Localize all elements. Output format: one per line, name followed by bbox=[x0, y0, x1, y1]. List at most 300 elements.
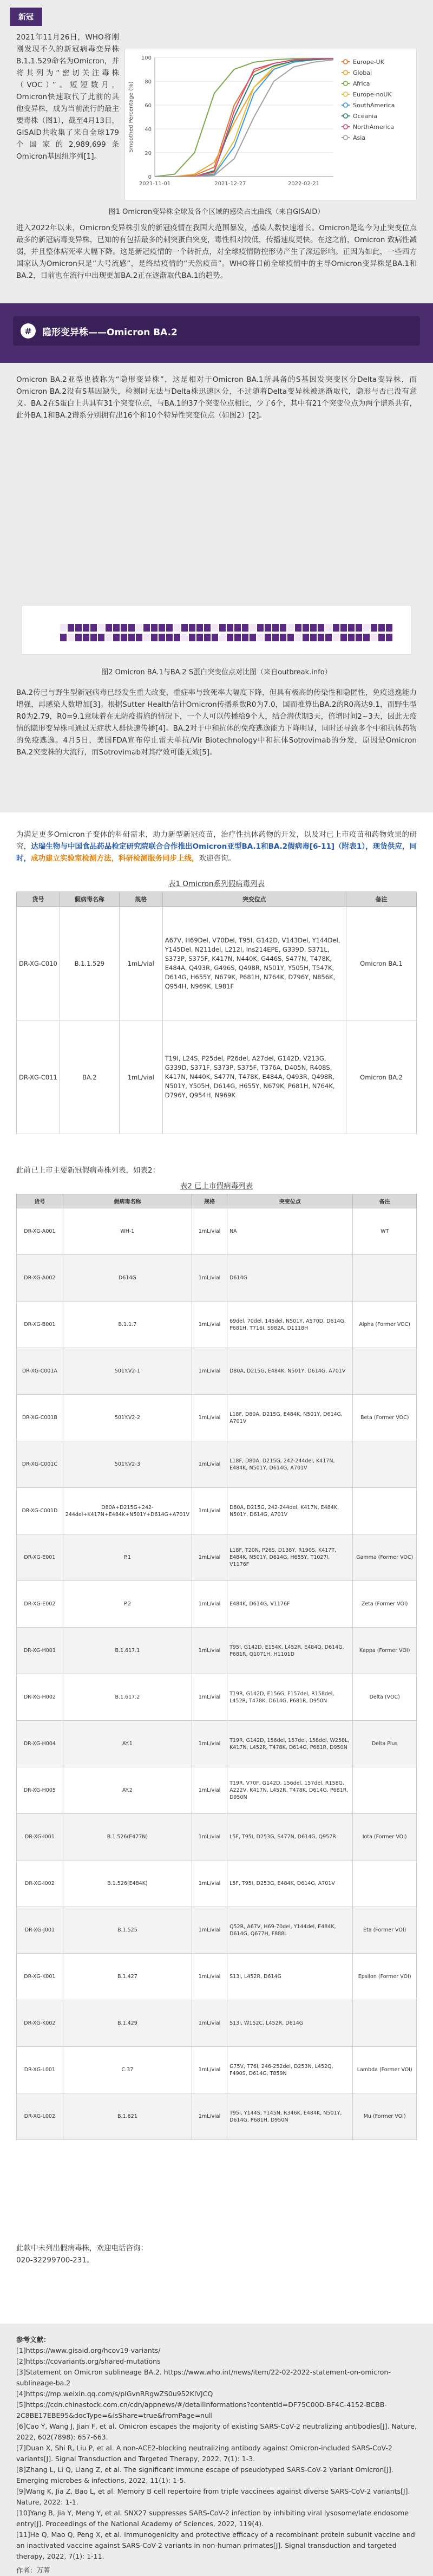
mutation-cell-mark bbox=[189, 624, 195, 632]
mutation-cell-mark bbox=[303, 624, 309, 632]
mutation-cell-mark bbox=[318, 624, 324, 632]
sku-cell: DR-XG-A001 bbox=[17, 1208, 63, 1255]
reference-item: [10]Yang B, Jia Y, Meng Y, et al. SNX27 suppresses SARS-CoV-2 infection by inhibiting viral lysosome/late endosome entry[J]. Proceedings of the National Academy of Sciences, 2022, 119(4). bbox=[16, 2509, 409, 2528]
mutation-cell-mark bbox=[219, 634, 226, 641]
table-row bbox=[17, 1954, 417, 2000]
series-line bbox=[155, 60, 333, 177]
references bbox=[16, 2334, 417, 2576]
mutation-cell-mark bbox=[128, 624, 135, 632]
mutation-cell-mark bbox=[181, 634, 188, 641]
note-cell: Epsilon (Former VOI) bbox=[353, 1954, 417, 2000]
mutation-cell-mark bbox=[204, 624, 211, 632]
mutation-cell-mark bbox=[75, 624, 82, 632]
sku-cell: DR-XG-H004 bbox=[17, 1721, 63, 1767]
note-cell bbox=[353, 1441, 417, 1488]
mutation-cell-mark bbox=[60, 624, 67, 632]
note-cell bbox=[353, 1488, 417, 1534]
mutation-cell: L5F, T95I, D253G, S477N, D614G, Q957R bbox=[227, 1814, 353, 1861]
table-row bbox=[17, 1907, 417, 1954]
mutation-cell-mark bbox=[128, 634, 135, 641]
mutation-cell: L18F, T20N, P26S, D138Y, R190S, K417T, E484K, N501Y, D614G, H655Y, T1027I, V1176F bbox=[227, 1534, 353, 1581]
mutation-cell-mark bbox=[113, 634, 120, 641]
spec-cell: 1mL/vial bbox=[192, 1395, 227, 1441]
mutation-cell: S13I, L452R, D614G bbox=[227, 1954, 353, 2000]
name-cell: B.1.621 bbox=[63, 2093, 192, 2140]
mutation-cell-mark bbox=[143, 624, 150, 632]
legend-marker bbox=[344, 92, 348, 96]
reference-item: [8]Zhang L, Li Q, Liang Z, et al. The significant immune escape of pseudotyped SARS-CoV-2 Variant Omicron[J]. Emerging microbes & infections, 2022, 11(1): 1-5. bbox=[16, 2466, 393, 2484]
table1-header: 假病毒名称 bbox=[60, 892, 119, 907]
table1 bbox=[16, 892, 417, 1134]
legend-entry: SouthAmerica bbox=[353, 102, 395, 109]
legend-marker bbox=[344, 135, 348, 140]
mutation-cell: T19R, V70F, G142D, 156del, 157del, R158G, A222V, K417N, L452R, T478K, D614G, P681R, D950N bbox=[227, 1767, 353, 1814]
sku-cell: DR-XG-H001 bbox=[17, 1628, 63, 1674]
table1-header: 突变位点 bbox=[162, 892, 346, 907]
intro-paragraph: 2021年11月26日，WHO将刚刚发现不久的新冠病毒变异株B.1.1.529命名为Omicron，并将其列为“密切关注毒株（VOC）”。短短数月，Omicron快速取代了此前的其他变异株，成为当前流行的最主要毒株（图1），截至4月13日，GISAID共收集了来自全球179个国家的2,989,699条Omicron基因组序列[1]。 bbox=[16, 33, 119, 161]
spec-cell: 1mL/vial bbox=[192, 1861, 227, 1907]
table-row bbox=[17, 1534, 417, 1581]
sku-cell: DR-XG-H002 bbox=[17, 1674, 63, 1721]
mutation-cell-mark bbox=[378, 624, 385, 632]
name-cell: B.1.429 bbox=[63, 2000, 192, 2047]
series-line bbox=[155, 58, 333, 177]
reference-item: [2]https://covariants.org/shared-mutations bbox=[16, 2357, 161, 2365]
sku-cell: DR-XG-E001 bbox=[17, 1534, 63, 1581]
mutation-cell-mark bbox=[325, 634, 332, 641]
mutation-cell-mark bbox=[295, 634, 301, 641]
mutation-cell-mark bbox=[227, 624, 233, 632]
mutation-cell-mark bbox=[287, 634, 294, 641]
sku-cell: DR-XG-E002 bbox=[17, 1581, 63, 1628]
legend-marker bbox=[344, 70, 348, 75]
table-row bbox=[17, 2093, 417, 2140]
x-tick-label: 2022-02-21 bbox=[287, 181, 320, 187]
name-cell: WH-1 bbox=[63, 1208, 192, 1255]
mutation-cell-mark bbox=[333, 634, 339, 641]
mutation-cell: NA bbox=[227, 1208, 353, 1255]
spec-cell: 1mL/vial bbox=[192, 1721, 227, 1767]
hash-icon: # bbox=[21, 323, 36, 339]
note-cell bbox=[353, 2000, 417, 2047]
mutation-cell-mark bbox=[257, 634, 264, 641]
table1-header-row bbox=[17, 892, 417, 907]
table1-header: 规格 bbox=[119, 892, 162, 907]
mutation-cell-mark bbox=[106, 624, 112, 632]
mutation-cell-mark bbox=[250, 624, 256, 632]
reference-item: [7]Duan X, Shi R, Liu P, et al. A non-ACE2-blocking neutralizing antibody against Omicron-included SARS-CoV-2 variants[J]. Signal Transduction and Targeted Therapy, 2022, 7(1): 1-3. bbox=[16, 2444, 392, 2463]
spec-cell: 1mL/vial bbox=[192, 1534, 227, 1581]
reference-list bbox=[16, 2345, 417, 2562]
mutation-cell-mark bbox=[106, 634, 112, 641]
spec-cell: 1mL/vial bbox=[192, 1814, 227, 1861]
mutation-cell-mark bbox=[83, 624, 89, 632]
table-row bbox=[17, 1348, 417, 1395]
note-cell bbox=[353, 1348, 417, 1395]
table-row bbox=[17, 1767, 417, 1814]
name-cell: AY.2 bbox=[63, 1767, 192, 1814]
product-intro: 为满足更多Omicron子变体的科研需求，助力新型新冠疫苗，治疗性抗体药物的开发，以及对已上市疫苗和药物效果的研究，达瑞生物与中国食品药品检定研究院联合合作推出Omicron亚型BA.1和BA.2假病毒[6-11]（附表1），现货供应，同时，成功建立实验室检测方法，科研检测服务同步上线，欢迎咨询。 bbox=[16, 830, 417, 863]
mutation-cell-mark bbox=[386, 624, 392, 632]
note-cell: Gamma (Former VOC) bbox=[353, 1534, 417, 1581]
section2-para1: Omicron BA.2亚型也被称为“隐形变异株”，这是相对于Omicron BA.1所具备的S基因发突变区分Delta变异株，而Omicron BA.2没有S基因缺失，检测时无法与Delta株迅速区分，不过随着Delta变异株被逐渐取代，隐形与否已没有意义。BA.2在S蛋白上共具有31个突变位点，与BA.1的37个突变位点相比，少了6个，其中有21个突变位点为两个谱系共有，此外BA.1和BA.2谱系分别拥有出16个和10个特异性突变位点（如图2）[2]。 bbox=[16, 375, 417, 420]
spec-cell: 1mL/vial bbox=[192, 1302, 227, 1348]
mutation-cell-mark bbox=[257, 624, 264, 632]
spec-cell: 1mL/vial bbox=[192, 2000, 227, 2047]
mutation-cell-mark bbox=[340, 624, 347, 632]
legend-marker bbox=[344, 125, 348, 129]
y-axis-label: Smoothed Percentage (%) bbox=[128, 81, 134, 153]
spec-cell: 1mL/vial bbox=[192, 2047, 227, 2093]
table2-title: 表2 已上市假病毒列表 bbox=[180, 1182, 253, 1191]
mutation-cell-mark bbox=[265, 624, 271, 632]
name-cell: B.1.525 bbox=[63, 1907, 192, 1954]
name-cell: 501Y.V2-2 bbox=[63, 1395, 192, 1441]
sku-cell: DR-XG-K001 bbox=[17, 1954, 63, 2000]
series-line bbox=[155, 58, 333, 177]
sku-cell: DR-XG-C001D bbox=[17, 1488, 63, 1534]
mutation-cell-mark bbox=[212, 634, 218, 641]
name-cell: B.1.1.529 bbox=[60, 907, 119, 1020]
mutation-cell-mark bbox=[280, 624, 286, 632]
section2-para2: BA.2传已与野生型新冠病毒已经发生重大改变，重症率与致死率大幅度下降，但具有极高的传染性和隐匿性，免疫逃逸能力增强，再感染人数增加[3]。根据Sutter Health估计Omicron传播系数R0为7.0，国而推算出BA.2的R0高达9.1，而野生型R0为2.79，R0=9.1意味着在无防疫措施的情况下，一个人可以传播给9个人，结合潜伏期3天，倍增时间2~3天，因此无疫情的隐形变异株可通过无症状人群快速传播[4]。BA.2对于中和抗体的免疫逃逸能力下降明显，同时还导致多个中和抗体药物的免疫逃逸。4月5日，美国FDA宣布停止雷夫单抗/Vir Biotechnology中和抗体Sotrovimab的分发，原因是Omicron BA.2突变株的大流行，而Sotrovimab对其疗效可能无效[5]。 bbox=[16, 688, 417, 757]
reference-item: [4]https://mp.weixin.qq.com/s/pIGvnRRgwZS0u952KIVJCQ bbox=[16, 2390, 213, 2398]
note-cell: Omicron BA.2 bbox=[346, 1020, 417, 1134]
mutation-cell-mark bbox=[272, 634, 279, 641]
mutation-cell: D614G bbox=[227, 1255, 353, 1302]
mutation-cell-mark bbox=[75, 634, 82, 641]
name-cell: 501Y.V2-1 bbox=[63, 1348, 192, 1395]
note-cell: Delta Plus bbox=[353, 1721, 417, 1767]
table-row bbox=[17, 1020, 417, 1134]
mutation-cell-mark bbox=[98, 624, 104, 632]
sku-cell: DR-XG-B001 bbox=[17, 1302, 63, 1348]
mutation-cell-mark bbox=[340, 634, 347, 641]
y-tick-label: 40 bbox=[145, 127, 152, 133]
mutation-cell-mark bbox=[166, 634, 173, 641]
mutation-cell-mark bbox=[189, 634, 195, 641]
y-tick-label: 20 bbox=[145, 151, 152, 157]
section-tag: 新冠 bbox=[10, 8, 42, 26]
mutation-grid bbox=[22, 606, 412, 655]
note-cell: Kappa (Former VOI) bbox=[353, 1628, 417, 1674]
table-row bbox=[17, 1302, 417, 1348]
legend-entry: Africa bbox=[353, 80, 370, 87]
mutation-cell-mark bbox=[159, 634, 165, 641]
spec-cell: 1mL/vial bbox=[192, 1674, 227, 1721]
mutation-cell: T19I, L24S, P25del, P26del, A27del, G142D, V213G, G339D, S371F, S373P, S375F, T376A, D405N, R408S, K417N, N440K, S477N, T478K, E484A, Q493R, Q498R, N501Y, Y505H, D614G, H655Y, N679K, P681H, N764K, D796Y, Q954H, N969K bbox=[162, 1020, 346, 1134]
mutation-cell: 69del, 70del, 145del, N501Y, A570D, D614G, P681H, T716I, S982A, D1118H bbox=[227, 1302, 353, 1348]
mutation-cell: G75V, T76I, 246-252del, D253N, L452Q, F490S, D614G, T859N bbox=[227, 2047, 353, 2093]
sku-cell: DR-XG-J001 bbox=[17, 1907, 63, 1954]
series-line bbox=[155, 58, 333, 177]
mutation-cell-mark bbox=[287, 624, 294, 632]
sku-cell: DR-XG-K002 bbox=[17, 2000, 63, 2047]
mutation-cell: E484K, D614G, V1176F bbox=[227, 1581, 353, 1628]
mutation-cell-mark bbox=[136, 624, 142, 632]
mutation-cell: T95I, Y144S, Y145N, R346K, E484K, N501Y, D614G, P681H, D950N bbox=[227, 2093, 353, 2140]
sku-cell: DR-XG-L001 bbox=[17, 2047, 63, 2093]
name-cell: P.1 bbox=[63, 1534, 192, 1581]
mutation-cell-mark bbox=[265, 634, 271, 641]
sku-cell: DR-XG-A002 bbox=[17, 1255, 63, 1302]
spec-cell: 1mL/vial bbox=[192, 1348, 227, 1395]
spec-cell: 1mL/vial bbox=[192, 1255, 227, 1302]
mutation-cell: T19R, G142D, 156del, 157del, 158del, W258L, K417N, L452R, T478K, D614G, P681R, D950N bbox=[227, 1721, 353, 1767]
sku-cell: DR-XG-H005 bbox=[17, 1767, 63, 1814]
x-tick-label: 2021-11-01 bbox=[139, 181, 171, 187]
table2-header: 备注 bbox=[353, 1194, 417, 1208]
mutation-cell-mark bbox=[272, 624, 279, 632]
omicron-share-chart bbox=[124, 49, 417, 200]
table-row bbox=[17, 1255, 417, 1302]
name-cell: AY.1 bbox=[63, 1721, 192, 1767]
note-cell bbox=[353, 1767, 417, 1814]
mutation-cell-mark bbox=[143, 634, 150, 641]
spec-cell: 1mL/vial bbox=[192, 2093, 227, 2140]
series-line bbox=[155, 58, 333, 177]
sku-cell: DR-XG-I002 bbox=[17, 1861, 63, 1907]
chart-svg bbox=[125, 49, 417, 201]
name-cell: B.1.526(E477N) bbox=[63, 1814, 192, 1861]
mutation-cell-mark bbox=[378, 634, 385, 641]
mutation-cell-mark bbox=[121, 634, 127, 641]
mutation-cell-mark bbox=[356, 634, 362, 641]
mutation-cell: T19R, G142D, E156G, F157del, R158del, L452R, T478K, D614G, P681R, D950N bbox=[227, 1674, 353, 1721]
figure2-caption: 图2 Omicron BA.1与BA.2 S蛋白突变位点对比图（来自outbreak.info） bbox=[101, 668, 332, 676]
table-row bbox=[17, 1814, 417, 1861]
spec-cell: 1mL/vial bbox=[192, 1628, 227, 1674]
table1-title: 表1 Omicron系列假病毒列表 bbox=[168, 880, 265, 888]
mutation-cell-mark bbox=[181, 624, 188, 632]
note-cell: Iota (Former VOI) bbox=[353, 1814, 417, 1861]
mutation-cell-mark bbox=[212, 624, 218, 632]
mutation-cell: D80A, D215G, E484K, N501Y, D614G, A701V bbox=[227, 1348, 353, 1395]
sku-cell: DR-XG-L002 bbox=[17, 2093, 63, 2140]
mutation-cell-mark bbox=[90, 634, 97, 641]
table-row bbox=[17, 1721, 417, 1767]
sku-cell: DR-XG-C001A bbox=[17, 1348, 63, 1395]
mutation-cell-mark bbox=[325, 624, 332, 632]
mutation-cell: S13I, W152C, L452R, D614G bbox=[227, 2000, 353, 2047]
mutation-cell-mark bbox=[121, 624, 127, 632]
mutation-cell-mark bbox=[151, 634, 158, 641]
mutation-cell-mark bbox=[151, 624, 158, 632]
mutation-cell-mark bbox=[371, 624, 377, 632]
mutation-cell-mark bbox=[204, 634, 211, 641]
reference-item: [1]https://www.gisaid.org/hcov19-variants/ bbox=[16, 2346, 161, 2354]
table-row bbox=[17, 1674, 417, 1721]
spec-cell: 1mL/vial bbox=[192, 1907, 227, 1954]
legend-entry: Asia bbox=[353, 134, 366, 141]
mutation-cell-mark bbox=[242, 634, 248, 641]
table-row bbox=[17, 907, 417, 1020]
mutation-cell: Q52R, A67V, H69-70del, Y144del, E484K, D614G, Q677H, F888L bbox=[227, 1907, 353, 1954]
table2 bbox=[16, 1194, 417, 2140]
mutation-cell-mark bbox=[333, 624, 339, 632]
table-row bbox=[17, 2047, 417, 2093]
y-tick-label: 60 bbox=[145, 103, 152, 109]
name-cell: D614G bbox=[63, 1255, 192, 1302]
name-cell: B.1.526(E484K) bbox=[63, 1861, 192, 1907]
phone-number[interactable]: 020-32299700-231。 bbox=[16, 2256, 94, 2265]
mutation-cell: L18F, D80A, D215G, 242-244del, K417N, E484K, N501Y, D614G, A701V bbox=[227, 1441, 353, 1488]
paragraph-2: 进入2022年以来，Omicron变异株引发的新冠疫情在我国大范围暴发，感染人数快速增长。Omicron是迄今为止突变位点最多的新冠病毒变异株，已知的有包括最多的刺突蛋白突变，毒性相对较低，传播速度更快。在这之前，Omicron 致病性减弱，并且整体病死率大幅下降。这是新冠疫情的一个转折点，对全球疫情防控形势产生了深远影响。正因为如此，一些西方国家认为Omicron只是“大号流感”，是终结疫情的“天然疫苗”。WHO将目前全球疫情中的主导Omicron变异株是BA.1和BA.2，目前也在流行中出现更加BA.2正在逐渐取代BA.1的趋势。 bbox=[16, 224, 417, 280]
name-cell: BA.2 bbox=[60, 1020, 119, 1134]
mutation-cell-mark bbox=[227, 634, 233, 641]
table-row bbox=[17, 1581, 417, 1628]
mutation-cell: T95I, G142D, E154K, L452R, E484Q, D614G, P681R, Q1071H, H1101D bbox=[227, 1628, 353, 1674]
legend-marker bbox=[344, 114, 348, 118]
spec-cell: 1mL/vial bbox=[192, 1581, 227, 1628]
contact-text: 此款中未列出假病毒株，欢迎电话咨询： 020-32299700-231。 bbox=[16, 2242, 417, 2266]
mutation-cell-mark bbox=[348, 634, 355, 641]
mutation-cell-mark bbox=[242, 624, 248, 632]
reference-item: [9]Wang K, Jia Z, Bao L, et al. Memory B cell repertoire from triple vaccinees against diverse SARS-CoV-2 variants[J]. Nature, 2022: 1-1. bbox=[16, 2487, 410, 2506]
table-row bbox=[17, 1488, 417, 1534]
table2-header: 假病毒名称 bbox=[63, 1194, 192, 1208]
references-heading: 参考文献： bbox=[16, 2336, 50, 2344]
mutation-cell-mark bbox=[219, 624, 226, 632]
table-row bbox=[17, 1861, 417, 1907]
table2-header: 突变位点 bbox=[227, 1194, 353, 1208]
table2-header: 规格 bbox=[192, 1194, 227, 1208]
sku-cell: DR-XG-C001C bbox=[17, 1441, 63, 1488]
legend-marker bbox=[344, 81, 348, 86]
note-cell bbox=[353, 1861, 417, 1907]
name-cell: B.1.617.2 bbox=[63, 1674, 192, 1721]
mutation-cell-mark bbox=[60, 634, 67, 641]
table-row bbox=[17, 2000, 417, 2047]
mutation-cell-mark bbox=[68, 624, 74, 632]
x-tick-label: 2021-12-27 bbox=[214, 181, 246, 187]
mutation-cell: L18F, D80A, D215G, E484K, N501Y, D614G, A701V bbox=[227, 1395, 353, 1441]
table1-header: 备注 bbox=[346, 892, 417, 907]
mutation-cell-mark bbox=[310, 634, 317, 641]
mutation-cell-mark bbox=[98, 634, 104, 641]
legend-entry: Europe-UK bbox=[353, 58, 384, 66]
note-cell: Delta (VOC) bbox=[353, 1674, 417, 1721]
table-row bbox=[17, 1208, 417, 1255]
table-row bbox=[17, 1628, 417, 1674]
mutation-cell-mark bbox=[303, 634, 309, 641]
author-line: 作者：万菁 bbox=[16, 2566, 50, 2574]
table2-header: 货号 bbox=[17, 1194, 63, 1208]
table2-header-row bbox=[17, 1194, 417, 1208]
mutation-cell-mark bbox=[174, 634, 180, 641]
mutation-cell-mark bbox=[174, 624, 180, 632]
legend-entry: NorthAmerica bbox=[353, 123, 395, 131]
mutation-cell-mark bbox=[113, 624, 120, 632]
reference-item: [6]Cao Y, Wang J, Jian F, et al. Omicron escapes the majority of existing SARS-CoV-2 neutralizing antibodies[J]. Nature, 2022, 602(7898): 657-663. bbox=[16, 2422, 417, 2441]
mutation-comparison-figure bbox=[22, 605, 411, 655]
mutation-cell: D80A, D215G, 242-244del, K417N, E484K, N501Y, D614G, A701V bbox=[227, 1488, 353, 1534]
reference-item: [5]https://cdn.chinastock.com.cn/cdn/appnews/#/detailInformations?contentId=DF75C00D-BF4C-4152-BCBB-2C8BE17EBE95&docType=&isShare=true&fromPage=null bbox=[16, 2401, 387, 2419]
section2-title: # 隐形变异株——Omicron BA.2 bbox=[13, 316, 420, 346]
name-cell: B.1.427 bbox=[63, 1954, 192, 2000]
name-cell: C.37 bbox=[63, 2047, 192, 2093]
table-row bbox=[17, 1395, 417, 1441]
mutation-cell-mark bbox=[280, 634, 286, 641]
spec-cell: 1mL/vial bbox=[192, 1208, 227, 1255]
mutation-cell-mark bbox=[196, 634, 203, 641]
legend-marker bbox=[344, 103, 348, 107]
mutation-cell-mark bbox=[159, 624, 165, 632]
legend-marker bbox=[344, 60, 348, 64]
name-cell: 501Y.V2-3 bbox=[63, 1441, 192, 1488]
series-line bbox=[155, 58, 333, 177]
mutation-cell-mark bbox=[166, 624, 173, 632]
note-cell: Beta (Former VOC) bbox=[353, 1395, 417, 1441]
table-row bbox=[17, 1441, 417, 1488]
mutation-cell-mark bbox=[310, 624, 317, 632]
listed-intro: 此前已上市主要新冠假病毒株列表，如表2： bbox=[16, 1166, 160, 1175]
mutation-cell-mark bbox=[83, 634, 89, 641]
mutation-cell: L5F, T95I, D253G, E484K, D614G, A701V bbox=[227, 1861, 353, 1907]
y-tick-label: 80 bbox=[145, 79, 152, 85]
mutation-cell-mark bbox=[234, 634, 241, 641]
mutation-cell-mark bbox=[318, 634, 324, 641]
note-cell: Lambda (Former VOI) bbox=[353, 2047, 417, 2093]
mutation-cell-mark bbox=[234, 624, 241, 632]
legend-entry: Europe-noUK bbox=[353, 91, 392, 98]
section2-band bbox=[0, 303, 433, 363]
reference-item: [11]He Q, Mao Q, Peng X, et al. Immunogenicity and protective efficacy of a recombinant protein subunit vaccine and an inactivated vaccine against SARS-CoV-2 variants in non-human primates[J]. Signal transduction and targeted therapy, 2022, 7(1): 1-11. bbox=[16, 2531, 415, 2560]
mutation-cell-mark bbox=[250, 634, 256, 641]
legend-entry: Global bbox=[353, 69, 372, 76]
note-cell: WT bbox=[353, 1208, 417, 1255]
series-line bbox=[155, 58, 333, 177]
table2-body bbox=[17, 1208, 417, 2140]
spec-cell: 1mL/vial bbox=[119, 907, 162, 1020]
note-cell: Zeta (Former VOI) bbox=[353, 1581, 417, 1628]
mutation-cell-mark bbox=[348, 624, 355, 632]
sku-cell: DR-XG-C011 bbox=[17, 1020, 60, 1134]
mutation-cell-mark bbox=[363, 634, 370, 641]
spec-cell: 1mL/vial bbox=[192, 1441, 227, 1488]
mutation-cell-mark bbox=[363, 624, 370, 632]
name-cell: P.2 bbox=[63, 1581, 192, 1628]
mutation-cell-mark bbox=[90, 624, 97, 632]
spec-cell: 1mL/vial bbox=[192, 1488, 227, 1534]
reference-item: [3]Statement on Omicron sublineage BA.2. https://www.who.int/news/item/22-02-2022-statement-on-omicron-sublineage-ba.2 bbox=[16, 2368, 391, 2387]
y-tick-label: 100 bbox=[141, 55, 152, 61]
table1-header: 货号 bbox=[17, 892, 60, 907]
mutation-cell-mark bbox=[136, 634, 142, 641]
y-tick-label: 0 bbox=[148, 174, 152, 180]
mutation-cell-mark bbox=[295, 624, 301, 632]
note-cell bbox=[353, 1255, 417, 1302]
name-cell: B.1.1.7 bbox=[63, 1302, 192, 1348]
note-cell: Alpha (Former VOC) bbox=[353, 1302, 417, 1348]
figure1-caption: 图1 Omicron变异株全球及各个区域的感染占比曲线（来自GISAID） bbox=[108, 208, 325, 216]
spec-cell: 1mL/vial bbox=[119, 1020, 162, 1134]
mutation-cell-mark bbox=[196, 624, 203, 632]
mutation-cell-mark bbox=[371, 634, 377, 641]
sku-cell: DR-XG-I001 bbox=[17, 1814, 63, 1861]
note-cell: Mu (Former VOI) bbox=[353, 2093, 417, 2140]
sku-cell: DR-XG-C010 bbox=[17, 907, 60, 1020]
name-cell: D80A+D215G+242-244del+K417N+E484K+N501Y+D614G+A701V bbox=[63, 1488, 192, 1534]
spec-cell: 1mL/vial bbox=[192, 1767, 227, 1814]
sku-cell: DR-XG-C001B bbox=[17, 1395, 63, 1441]
mutation-cell-mark bbox=[386, 634, 392, 641]
spec-cell: 1mL/vial bbox=[192, 1954, 227, 2000]
name-cell: B.1.617.1 bbox=[63, 1628, 192, 1674]
note-cell: Eta (Former VOI) bbox=[353, 1907, 417, 1954]
series-line bbox=[155, 58, 333, 177]
mutation-cell-mark bbox=[356, 624, 362, 632]
